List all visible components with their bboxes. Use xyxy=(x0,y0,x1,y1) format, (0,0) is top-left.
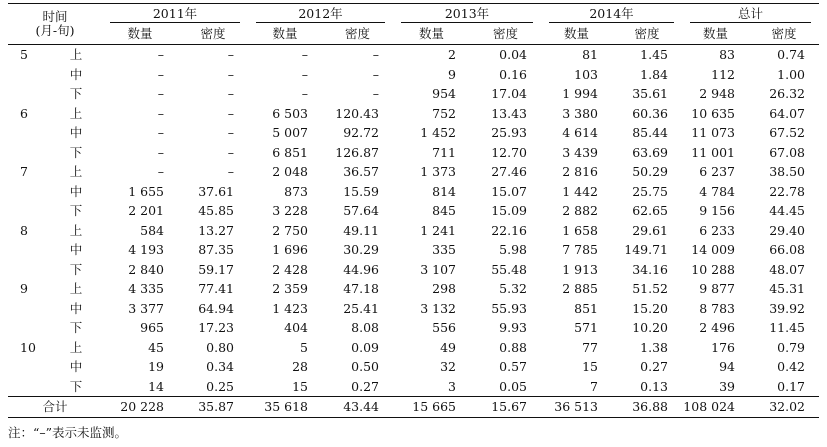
count-cell: 1 655 xyxy=(128,183,164,199)
ten-day-cell: 下 xyxy=(69,144,83,160)
count-cell: 103 xyxy=(574,66,598,82)
total-cell: 108 024 xyxy=(682,397,749,418)
count-cell: 9 156 xyxy=(699,203,735,218)
ten-day-cell: 上 xyxy=(69,164,83,179)
table-row xyxy=(8,299,819,319)
density-cell: 0.17 xyxy=(777,378,805,394)
density-cell: 0.80 xyxy=(206,339,234,355)
total-cell: 43.44 xyxy=(322,397,393,418)
ten-day-cell: 上 xyxy=(69,281,83,296)
density-cell: 0.27 xyxy=(351,378,379,394)
table-row xyxy=(8,45,819,65)
table-row xyxy=(8,338,819,358)
month-cell: 5 xyxy=(20,47,28,62)
density-cell: – xyxy=(227,164,234,179)
density-cell: 22.78 xyxy=(769,183,805,199)
subhead-density: 密度 xyxy=(178,23,248,45)
subhead-count: 数量 xyxy=(248,23,322,45)
table-body xyxy=(8,45,819,397)
total-cell: 36.88 xyxy=(612,397,682,418)
count-cell: 3 380 xyxy=(562,105,598,121)
total-cell: 35 618 xyxy=(248,397,322,418)
density-cell: 62.65 xyxy=(632,203,668,218)
count-cell: – xyxy=(301,47,308,62)
density-cell: 1.84 xyxy=(640,66,668,82)
count-cell: 845 xyxy=(432,203,456,218)
count-cell: 6 503 xyxy=(272,105,308,121)
density-cell: 87.35 xyxy=(198,242,234,257)
count-cell: 2 201 xyxy=(128,203,164,218)
count-cell: – xyxy=(157,164,164,179)
density-cell: 37.61 xyxy=(198,183,234,199)
density-cell: – xyxy=(372,47,379,62)
count-cell: 4 335 xyxy=(128,281,164,296)
density-cell: 25.75 xyxy=(632,183,668,199)
count-cell: 3 228 xyxy=(272,203,308,218)
count-cell: 7 785 xyxy=(562,242,598,257)
count-cell: 176 xyxy=(711,339,735,355)
density-cell: 67.52 xyxy=(769,125,805,140)
count-cell: 81 xyxy=(582,47,598,62)
density-cell: 15.07 xyxy=(491,183,527,199)
count-cell: 3 439 xyxy=(562,144,598,160)
total-label: 合计 xyxy=(8,397,102,418)
density-cell: 55.93 xyxy=(491,300,527,316)
count-cell: 3 xyxy=(448,378,456,394)
density-cell: 0.13 xyxy=(640,378,668,394)
density-cell: 0.74 xyxy=(777,47,805,62)
density-cell: 1.00 xyxy=(777,66,805,82)
density-cell: 1.45 xyxy=(640,47,668,62)
total-cell: 35.87 xyxy=(178,397,248,418)
density-cell: 51.52 xyxy=(632,281,668,296)
count-cell: 10 288 xyxy=(691,261,735,277)
density-cell: 1.38 xyxy=(640,339,668,355)
total-cell: 15 665 xyxy=(393,397,470,418)
ten-day-cell: 上 xyxy=(69,339,83,355)
density-cell: 0.27 xyxy=(640,359,668,374)
density-cell: 0.05 xyxy=(499,378,527,394)
count-cell: 112 xyxy=(711,66,735,82)
density-cell: 27.46 xyxy=(491,164,527,179)
density-cell: 9.93 xyxy=(499,320,527,335)
count-cell: 83 xyxy=(719,47,735,62)
density-cell: 15.20 xyxy=(632,300,668,316)
ten-day-cell: 下 xyxy=(69,203,83,218)
count-cell: 571 xyxy=(574,320,598,335)
density-cell: 5.32 xyxy=(499,281,527,296)
density-cell: 12.70 xyxy=(491,144,527,160)
count-cell: 94 xyxy=(719,359,735,374)
count-cell: 4 614 xyxy=(562,125,598,140)
table-row xyxy=(8,143,819,163)
table-note: 注：“–”表示未监测。 xyxy=(8,425,128,440)
density-cell: 0.34 xyxy=(206,359,234,374)
density-cell: – xyxy=(227,66,234,82)
ten-day-cell: 中 xyxy=(69,66,83,82)
count-cell: 711 xyxy=(432,144,456,160)
density-cell: 29.61 xyxy=(632,222,668,238)
count-cell: 1 696 xyxy=(272,242,308,257)
month-cell: 8 xyxy=(20,222,28,238)
month-cell xyxy=(8,143,50,163)
total-cell: 15.67 xyxy=(470,397,541,418)
count-cell: 14 xyxy=(148,378,164,394)
ten-day-cell: 下 xyxy=(69,320,83,335)
density-cell: 92.72 xyxy=(343,125,379,140)
density-cell: – xyxy=(372,86,379,101)
count-cell: 2 882 xyxy=(562,203,598,218)
density-cell: 10.20 xyxy=(632,320,668,335)
count-cell: 11 073 xyxy=(691,125,735,140)
density-cell: 13.43 xyxy=(491,105,527,121)
density-cell: 35.61 xyxy=(632,86,668,101)
table-row xyxy=(8,84,819,104)
subhead-density: 密度 xyxy=(612,23,682,45)
density-cell: 0.57 xyxy=(499,359,527,374)
table-row xyxy=(8,104,819,124)
density-cell: 0.88 xyxy=(499,339,527,355)
count-cell: 556 xyxy=(432,320,456,335)
count-cell: 4 193 xyxy=(128,242,164,257)
data-table xyxy=(8,3,819,418)
density-cell: 25.41 xyxy=(343,300,379,316)
subhead-density: 密度 xyxy=(322,23,393,45)
header-year xyxy=(682,4,819,24)
total-cell: 36 513 xyxy=(541,397,612,418)
total-cell: 20 228 xyxy=(102,397,178,418)
count-cell: 954 xyxy=(432,86,456,101)
count-cell: 6 237 xyxy=(699,164,735,179)
month-cell xyxy=(8,84,50,104)
month-cell: 9 xyxy=(20,281,28,296)
count-cell: 6 851 xyxy=(272,144,308,160)
count-cell: 814 xyxy=(432,183,456,199)
ten-day-cell: 下 xyxy=(69,86,83,101)
subhead-density: 密度 xyxy=(749,23,819,45)
density-cell: 66.08 xyxy=(769,242,805,257)
count-cell: 77 xyxy=(582,339,598,355)
table-row xyxy=(8,318,819,338)
density-cell: 45.31 xyxy=(769,281,805,296)
count-cell: 2 885 xyxy=(562,281,598,296)
ten-day-cell: 中 xyxy=(69,125,83,140)
count-cell: 49 xyxy=(440,339,456,355)
density-cell: 39.92 xyxy=(769,300,805,316)
count-cell: 1 373 xyxy=(420,164,456,179)
count-cell: 2 750 xyxy=(272,222,308,238)
count-cell: 1 423 xyxy=(272,300,308,316)
total-row xyxy=(8,397,819,418)
count-cell: 1 452 xyxy=(420,125,456,140)
subhead-density: 密度 xyxy=(470,23,541,45)
density-cell: 64.07 xyxy=(769,105,805,121)
ten-day-cell: 上 xyxy=(69,105,83,121)
count-cell: 2 048 xyxy=(272,164,308,179)
count-cell: 4 784 xyxy=(699,183,735,199)
month-cell: 7 xyxy=(20,164,28,179)
density-cell: 8.08 xyxy=(351,320,379,335)
count-cell: 1 913 xyxy=(562,261,598,277)
count-cell: – xyxy=(157,86,164,101)
density-cell: – xyxy=(227,105,234,121)
count-cell: 19 xyxy=(148,359,164,374)
header-year xyxy=(393,4,541,24)
count-cell: 9 xyxy=(448,66,456,82)
table-row xyxy=(8,201,819,221)
density-cell: 29.40 xyxy=(769,222,805,238)
month-cell xyxy=(8,123,50,143)
month-cell xyxy=(8,182,50,202)
count-cell: – xyxy=(157,125,164,140)
count-cell: 873 xyxy=(284,183,308,199)
table-row xyxy=(8,357,819,377)
header-row-years xyxy=(8,4,819,24)
density-cell: 44.45 xyxy=(769,203,805,218)
table-row xyxy=(8,123,819,143)
count-cell: 15 xyxy=(582,359,598,374)
count-cell: 8 783 xyxy=(699,300,735,316)
density-cell: – xyxy=(227,125,234,140)
density-cell: 48.07 xyxy=(769,261,805,277)
count-cell: 3 377 xyxy=(128,300,164,316)
header-year-label: 2013年 xyxy=(444,6,490,21)
density-cell: 38.50 xyxy=(769,164,805,179)
header-year-label: 2014年 xyxy=(589,6,634,21)
density-cell: 60.36 xyxy=(632,105,668,121)
density-cell: 57.64 xyxy=(343,203,379,218)
ten-day-cell: 中 xyxy=(69,359,83,374)
total-cell: 32.02 xyxy=(749,397,819,418)
count-cell: 10 635 xyxy=(691,105,735,121)
count-cell: 6 233 xyxy=(699,222,735,238)
density-cell: 34.16 xyxy=(632,261,668,277)
table-row xyxy=(8,182,819,202)
count-cell: 2 948 xyxy=(699,86,735,101)
ten-day-cell: 下 xyxy=(69,261,83,277)
header-period xyxy=(8,4,102,45)
table-row xyxy=(8,260,819,280)
header-year xyxy=(541,4,682,24)
density-cell: 5.98 xyxy=(499,242,527,257)
subhead-count: 数量 xyxy=(102,23,178,45)
density-cell: 36.57 xyxy=(343,164,379,179)
count-cell: 2 428 xyxy=(272,261,308,277)
table-row xyxy=(8,65,819,85)
count-cell: 15 xyxy=(292,378,308,394)
header-period-line2: (月-旬) xyxy=(35,23,75,38)
density-cell: 63.69 xyxy=(632,144,668,160)
table-row xyxy=(8,240,819,260)
count-cell: 11 001 xyxy=(691,144,735,160)
count-cell: 5 xyxy=(300,339,308,355)
count-cell: 335 xyxy=(432,242,456,257)
ten-day-cell: 下 xyxy=(69,378,83,394)
table-row xyxy=(8,279,819,299)
count-cell: 2 359 xyxy=(272,281,308,296)
header-year xyxy=(102,4,248,24)
count-cell: 32 xyxy=(440,359,456,374)
density-cell: – xyxy=(227,144,234,160)
subhead-count: 数量 xyxy=(541,23,612,45)
density-cell: 0.50 xyxy=(351,359,379,374)
count-cell: – xyxy=(301,66,308,82)
count-cell: 965 xyxy=(140,320,164,335)
count-cell: 1 658 xyxy=(562,222,598,238)
header-year-label: 2012年 xyxy=(298,6,343,21)
count-cell: 3 107 xyxy=(420,261,456,277)
count-cell: 2 816 xyxy=(562,164,598,179)
count-cell: 39 xyxy=(719,378,735,394)
header-year-label: 总计 xyxy=(737,6,763,21)
count-cell: 9 877 xyxy=(699,281,735,296)
count-cell: – xyxy=(301,86,308,101)
header-year-label: 2011年 xyxy=(152,6,198,21)
density-cell: 64.94 xyxy=(198,300,234,316)
header-period-line1: 时间 xyxy=(42,9,68,24)
count-cell: 1 994 xyxy=(562,86,598,101)
table-row xyxy=(8,377,819,397)
count-cell: 3 132 xyxy=(420,300,456,316)
density-cell: – xyxy=(227,47,234,62)
density-cell: 26.32 xyxy=(769,86,805,101)
header-year xyxy=(248,4,393,24)
density-cell: 0.42 xyxy=(777,359,805,374)
ten-day-cell: 上 xyxy=(69,222,83,238)
count-cell: 7 xyxy=(590,378,598,394)
ten-day-cell: 中 xyxy=(69,300,83,316)
density-cell: 22.16 xyxy=(491,222,527,238)
density-cell: 0.09 xyxy=(351,339,379,355)
subhead-count: 数量 xyxy=(393,23,470,45)
count-cell: – xyxy=(157,144,164,160)
density-cell: 49.11 xyxy=(343,222,379,238)
density-cell: 15.09 xyxy=(491,203,527,218)
density-cell: 120.43 xyxy=(335,105,379,121)
density-cell: 13.27 xyxy=(198,222,234,238)
count-cell: 2 xyxy=(448,47,456,62)
density-cell: 15.59 xyxy=(343,183,379,199)
density-cell: 126.87 xyxy=(335,144,379,160)
density-cell: 55.48 xyxy=(491,261,527,277)
month-cell xyxy=(8,377,50,397)
month-cell xyxy=(8,357,50,377)
count-cell: 45 xyxy=(148,339,164,355)
count-cell: 752 xyxy=(432,105,456,121)
month-cell: 6 xyxy=(20,105,28,121)
density-cell: 11.45 xyxy=(769,320,805,335)
density-cell: 67.08 xyxy=(769,144,805,160)
count-cell: – xyxy=(157,66,164,82)
count-cell: 298 xyxy=(432,281,456,296)
ten-day-cell: 中 xyxy=(69,183,83,199)
density-cell: – xyxy=(372,66,379,82)
density-cell: 0.16 xyxy=(499,66,527,82)
density-cell: – xyxy=(227,86,234,101)
density-cell: 17.04 xyxy=(491,86,527,101)
count-cell: 5 007 xyxy=(272,125,308,140)
density-cell: 149.71 xyxy=(624,242,668,257)
density-cell: 0.04 xyxy=(499,47,527,62)
density-cell: 85.44 xyxy=(632,125,668,140)
count-cell: 404 xyxy=(284,320,308,335)
density-cell: 47.18 xyxy=(343,281,379,296)
density-cell: 44.96 xyxy=(343,261,379,277)
month-cell xyxy=(8,260,50,280)
month-cell xyxy=(8,65,50,85)
ten-day-cell: 中 xyxy=(69,242,83,257)
density-cell: 77.41 xyxy=(198,281,234,296)
count-cell: 1 442 xyxy=(562,183,598,199)
month-cell xyxy=(8,299,50,319)
density-cell: 17.23 xyxy=(198,320,234,335)
density-cell: 30.29 xyxy=(343,242,379,257)
count-cell: 2 496 xyxy=(699,320,735,335)
count-cell: – xyxy=(157,105,164,121)
density-cell: 0.79 xyxy=(777,339,805,355)
month-cell: 10 xyxy=(20,339,36,355)
ten-day-cell: 上 xyxy=(69,47,83,62)
subhead-count: 数量 xyxy=(682,23,749,45)
density-cell: 0.25 xyxy=(206,378,234,394)
count-cell: 584 xyxy=(140,222,164,238)
count-cell: 1 241 xyxy=(420,222,456,238)
count-cell: 28 xyxy=(292,359,308,374)
count-cell: 851 xyxy=(574,300,598,316)
density-cell: 45.85 xyxy=(198,203,234,218)
density-cell: 50.29 xyxy=(632,164,668,179)
density-cell: 59.17 xyxy=(198,261,234,277)
count-cell: – xyxy=(157,47,164,62)
month-cell xyxy=(8,318,50,338)
month-cell xyxy=(8,240,50,260)
table-row xyxy=(8,162,819,182)
density-cell: 25.93 xyxy=(491,125,527,140)
count-cell: 14 009 xyxy=(691,242,735,257)
month-cell xyxy=(8,201,50,221)
header-row-subheads xyxy=(8,23,819,45)
table-row xyxy=(8,221,819,241)
count-cell: 2 840 xyxy=(128,261,164,277)
